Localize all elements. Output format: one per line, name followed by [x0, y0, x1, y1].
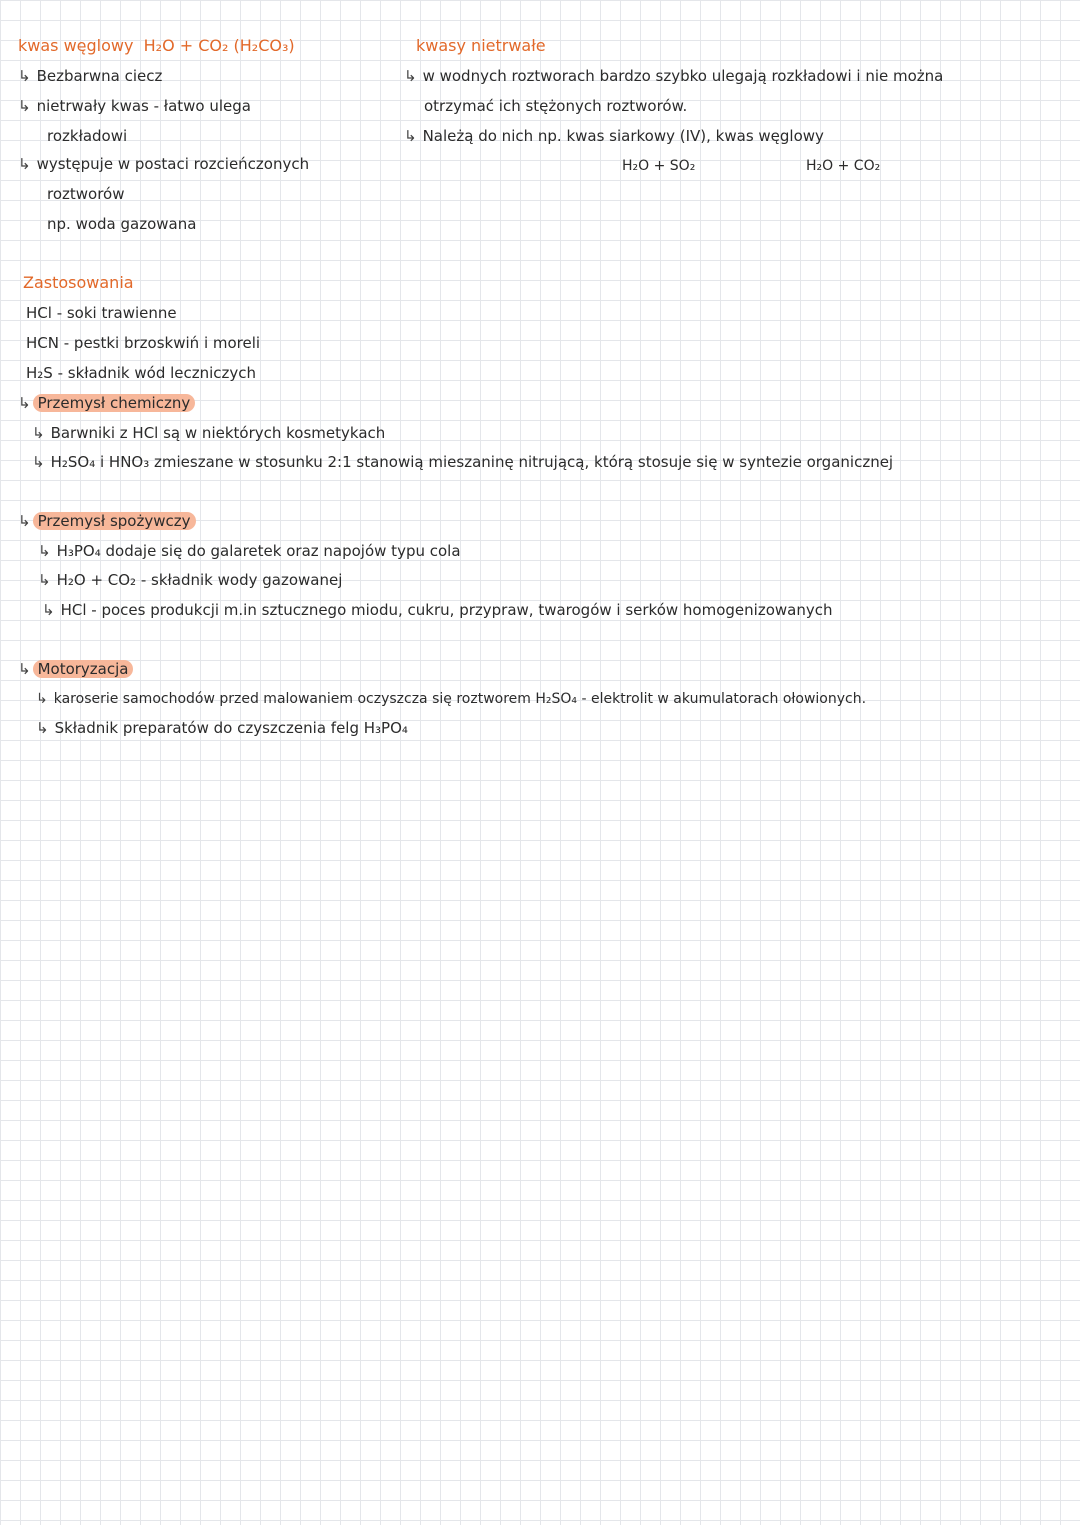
left-item-1: ↳ Bezbarwna ciecz: [18, 67, 163, 85]
food-heading: ↳ Przemysł spożywczy: [18, 511, 196, 531]
right-line-2: otrzymać ich stężonych roztworów.: [424, 97, 688, 115]
chem-item-2: ↳ H₂SO₄ i HNO₃ zmieszane w stosunku 2:1 stanowią mieszaninę nitrującą, którą stosuje się w syntezie organicznej: [32, 453, 894, 471]
uses-item-hcn: HCN - pestki brzoskwiń i moreli: [26, 334, 261, 352]
left-formula: H₂O + CO₂ (H₂CO₃): [143, 36, 295, 55]
formula-co2: H₂O + CO₂: [806, 158, 881, 174]
left-item-3: ↳ występuje w postaci rozcieńczonych: [18, 155, 310, 173]
food-item-2: ↳ H₂O + CO₂ - składnik wody gazowanej: [38, 571, 343, 589]
uses-item-hcl: HCl - soki trawienne: [26, 304, 177, 322]
chem-item-1: ↳ Barwniki z HCl są w niektórych kosmetykach: [32, 424, 386, 442]
moto-item-1: ↳ karoserie samochodów przed malowaniem oczyszcza się roztworem H₂SO₄ - elektrolit w akumulatorach ołowionych.: [36, 691, 867, 707]
moto-title: Motoryzacja: [33, 660, 134, 678]
formula-so2: H₂O + SO₂: [622, 158, 696, 174]
left-item-example: np. woda gazowana: [47, 215, 197, 233]
food-item-1: ↳ H₃PO₄ dodaje się do galaretek oraz napojów typu cola: [38, 542, 461, 560]
chem-heading: ↳ Przemysł chemiczny: [18, 393, 195, 413]
moto-item-2: ↳ Składnik preparatów do czyszczenia felg H₃PO₄: [36, 719, 408, 737]
left-item-3-cont: roztworów: [47, 185, 125, 203]
uses-title: Zastosowania: [23, 273, 134, 292]
chem-title: Przemysł chemiczny: [33, 394, 196, 412]
right-title: kwasy nietrwałe: [416, 36, 546, 55]
left-title: kwas węglowy H₂O + CO₂ (H₂CO₃): [18, 36, 295, 55]
food-item-3: ↳ HCl - poces produkcji m.in sztucznego miodu, cukru, przypraw, twarogów i serków homogenizowanych: [42, 601, 833, 619]
left-item-2-cont: rozkładowi: [47, 127, 128, 145]
left-item-2: ↳ nietrwały kwas - łatwo ulega: [18, 97, 251, 115]
uses-item-h2s: H₂S - składnik wód leczniczych: [26, 364, 257, 382]
right-line-3: ↳ Należą do nich np. kwas siarkowy (IV), kwas węglowy: [404, 127, 824, 145]
moto-heading: ↳ Motoryzacja: [18, 659, 133, 679]
food-title: Przemysł spożywczy: [33, 512, 196, 530]
right-line-1: ↳ w wodnych roztworach bardzo szybko ulegają rozkładowi i nie można: [404, 67, 944, 85]
